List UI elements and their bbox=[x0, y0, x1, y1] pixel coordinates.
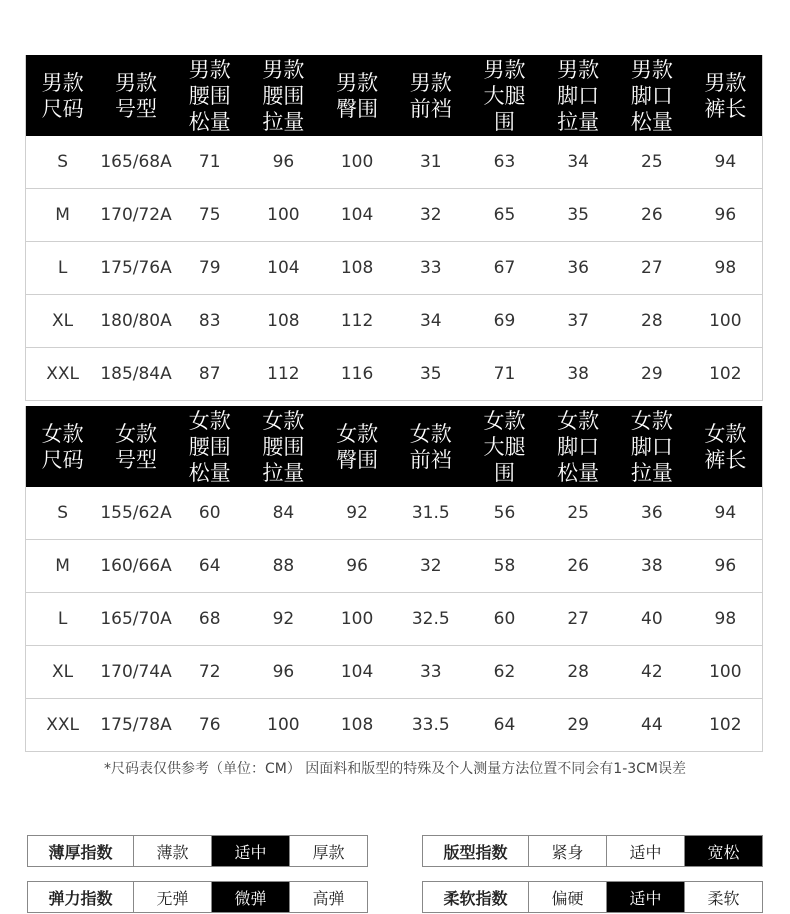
table-row bbox=[26, 540, 763, 593]
men-header-line: 裤长 bbox=[704, 96, 747, 121]
table-cell: 100 bbox=[340, 152, 374, 172]
table-cell: S bbox=[57, 503, 68, 523]
table-cell: 102 bbox=[689, 699, 763, 752]
table-row bbox=[26, 699, 763, 752]
men-header-line: 男款 bbox=[557, 57, 600, 82]
table-cell: 88 bbox=[247, 540, 321, 593]
women-size-table bbox=[25, 406, 763, 752]
men-header-line: 尺码 bbox=[41, 96, 84, 121]
table-cell: 27 bbox=[615, 242, 689, 295]
men-header-line: 围 bbox=[493, 109, 515, 134]
table-cell: 104 bbox=[320, 646, 394, 699]
index-option: 柔软 bbox=[684, 882, 762, 912]
table-cell: 72 bbox=[173, 646, 247, 699]
men-size-table bbox=[25, 55, 763, 401]
table-cell: 64 bbox=[173, 540, 247, 593]
table-cell: 98 bbox=[689, 242, 763, 295]
men-header-cell bbox=[689, 55, 763, 136]
table-cell: 100 bbox=[689, 295, 763, 348]
table-cell: 104 bbox=[247, 242, 321, 295]
men-header-cell bbox=[394, 55, 468, 136]
men-header-line: 腰围 bbox=[262, 83, 305, 108]
men-header-line: 臀围 bbox=[336, 96, 379, 121]
table-cell: XL bbox=[26, 646, 100, 699]
table-cell: 35 bbox=[541, 189, 615, 242]
women-header-cell bbox=[541, 406, 615, 487]
women-header-line: 女款 bbox=[336, 421, 379, 446]
table-cell: 116 bbox=[320, 348, 394, 401]
table-cell: 56 bbox=[493, 503, 516, 523]
men-header-line: 男款 bbox=[336, 70, 379, 95]
table-cell: 26 bbox=[541, 540, 615, 593]
table-cell: 165/70A bbox=[99, 593, 173, 646]
table-cell: 175/76A bbox=[99, 242, 173, 295]
table-cell: 104 bbox=[320, 189, 394, 242]
table-cell: 170/72A bbox=[99, 189, 173, 242]
table-cell: 38 bbox=[615, 540, 689, 593]
men-header-line: 男款 bbox=[188, 57, 231, 82]
women-header-line: 女款 bbox=[188, 408, 231, 433]
men-header-line: 松量 bbox=[188, 109, 231, 134]
table-cell: 96 bbox=[689, 189, 763, 242]
men-header-line: 男款 bbox=[115, 70, 158, 95]
men-header-cell bbox=[99, 55, 173, 136]
table-cell: 40 bbox=[615, 593, 689, 646]
table-cell: 83 bbox=[173, 295, 247, 348]
women-header-line: 拉量 bbox=[630, 460, 673, 485]
table-cell: S bbox=[57, 152, 68, 172]
women-header-line: 女款 bbox=[115, 421, 158, 446]
women-header-line: 女款 bbox=[630, 408, 673, 433]
table-row bbox=[26, 136, 763, 189]
women-header-line: 女款 bbox=[483, 408, 526, 433]
table-cell: L bbox=[26, 242, 100, 295]
table-cell: 62 bbox=[468, 646, 542, 699]
men-header-cell bbox=[247, 55, 321, 136]
table-cell: 71 bbox=[468, 348, 542, 401]
men-header-line: 大腿 bbox=[483, 83, 526, 108]
men-header-line: 男款 bbox=[41, 70, 84, 95]
index-option: 偏硬 bbox=[528, 882, 606, 912]
table-cell: 100 bbox=[689, 646, 763, 699]
index-option: 紧身 bbox=[528, 836, 606, 866]
table-cell: 42 bbox=[615, 646, 689, 699]
table-cell: 37 bbox=[541, 295, 615, 348]
table-cell: 96 bbox=[247, 646, 321, 699]
table-row bbox=[26, 295, 763, 348]
men-header-line: 前裆 bbox=[409, 96, 452, 121]
table-cell: 79 bbox=[173, 242, 247, 295]
table-cell: 60 bbox=[198, 503, 221, 523]
women-header-line: 女款 bbox=[704, 421, 747, 446]
women-header-cell bbox=[26, 406, 100, 487]
table-cell: XXL bbox=[26, 699, 100, 752]
index-row-elasticity bbox=[27, 881, 368, 913]
table-cell: 28 bbox=[615, 295, 689, 348]
men-header-line: 号型 bbox=[115, 96, 158, 121]
men-header-cell bbox=[26, 55, 100, 136]
table-cell: 31.5 bbox=[411, 503, 450, 523]
men-header-line: 男款 bbox=[483, 57, 526, 82]
table-cell: 36 bbox=[541, 242, 615, 295]
women-header-line: 臀围 bbox=[336, 447, 379, 472]
table-cell: 69 bbox=[468, 295, 542, 348]
women-header-cell bbox=[394, 406, 468, 487]
index-label: 薄厚指数 bbox=[48, 842, 113, 862]
table-cell: 33 bbox=[394, 242, 468, 295]
table-cell: 33 bbox=[394, 646, 468, 699]
index-option: 宽松 bbox=[684, 836, 762, 866]
table-cell: 87 bbox=[173, 348, 247, 401]
women-header-line: 松量 bbox=[557, 460, 600, 485]
index-row-thickness bbox=[27, 835, 368, 867]
table-cell: 98 bbox=[689, 593, 763, 646]
men-header-line: 男款 bbox=[409, 70, 452, 95]
table-cell: 92 bbox=[247, 593, 321, 646]
table-cell: 102 bbox=[689, 348, 763, 401]
women-header-line: 女款 bbox=[262, 408, 305, 433]
table-cell: 84 bbox=[272, 503, 295, 523]
table-cell: 75 bbox=[173, 189, 247, 242]
table-row bbox=[26, 348, 763, 401]
table-cell: 175/78A bbox=[99, 699, 173, 752]
table-cell: L bbox=[26, 593, 100, 646]
table-cell: 67 bbox=[468, 242, 542, 295]
table-cell: 35 bbox=[394, 348, 468, 401]
women-header-cell bbox=[247, 406, 321, 487]
men-header-line: 拉量 bbox=[262, 109, 305, 134]
women-header-line: 女款 bbox=[409, 421, 452, 446]
men-header-line: 男款 bbox=[704, 70, 747, 95]
index-option: 微弹 bbox=[211, 882, 289, 912]
table-cell: 155/62A bbox=[100, 503, 172, 523]
women-header-line: 女款 bbox=[41, 421, 84, 446]
table-cell: 100 bbox=[247, 699, 321, 752]
table-row bbox=[26, 646, 763, 699]
table-cell: 108 bbox=[320, 242, 394, 295]
index-option: 高弹 bbox=[289, 882, 367, 912]
table-cell: 71 bbox=[198, 152, 221, 172]
table-cell: 96 bbox=[689, 540, 763, 593]
women-header-cell bbox=[99, 406, 173, 487]
table-cell: 108 bbox=[320, 699, 394, 752]
men-header-line: 脚口 bbox=[630, 83, 673, 108]
women-header-line: 拉量 bbox=[262, 460, 305, 485]
table-cell: M bbox=[26, 189, 100, 242]
table-cell: XXL bbox=[26, 348, 100, 401]
index-option: 无弹 bbox=[133, 882, 211, 912]
women-header-line: 尺码 bbox=[41, 447, 84, 472]
table-cell: 108 bbox=[247, 295, 321, 348]
index-label: 柔软指数 bbox=[443, 888, 508, 908]
table-cell: M bbox=[26, 540, 100, 593]
table-cell: 29 bbox=[615, 348, 689, 401]
men-header-line: 男款 bbox=[262, 57, 305, 82]
table-cell: 32.5 bbox=[394, 593, 468, 646]
table-cell: 68 bbox=[173, 593, 247, 646]
index-option: 适中 bbox=[606, 882, 684, 912]
table-cell: 94 bbox=[714, 152, 737, 172]
women-header-cell bbox=[615, 406, 689, 487]
table-cell: 96 bbox=[272, 152, 295, 172]
table-cell: 33.5 bbox=[394, 699, 468, 752]
women-header-line: 腰围 bbox=[188, 434, 231, 459]
table-cell: 28 bbox=[541, 646, 615, 699]
women-header-line: 围 bbox=[493, 460, 515, 485]
men-header-row bbox=[26, 55, 763, 136]
table-cell: 25 bbox=[567, 503, 589, 523]
women-header-line: 号型 bbox=[115, 447, 158, 472]
men-header-line: 男款 bbox=[630, 57, 673, 82]
women-header-line: 脚口 bbox=[557, 434, 600, 459]
women-header-cell bbox=[173, 406, 247, 487]
table-cell: 34 bbox=[394, 295, 468, 348]
table-cell: 100 bbox=[320, 593, 394, 646]
table-cell: 165/68A bbox=[100, 152, 172, 172]
table-cell: 27 bbox=[541, 593, 615, 646]
men-header-cell bbox=[541, 55, 615, 136]
table-cell: 26 bbox=[615, 189, 689, 242]
index-label: 弹力指数 bbox=[48, 888, 113, 908]
women-header-line: 女款 bbox=[557, 408, 600, 433]
index-label: 版型指数 bbox=[443, 842, 508, 862]
table-cell: 25 bbox=[641, 152, 663, 172]
table-cell: XL bbox=[26, 295, 100, 348]
table-cell: 112 bbox=[247, 348, 321, 401]
table-cell: 29 bbox=[541, 699, 615, 752]
index-option: 厚款 bbox=[289, 836, 367, 866]
index-option: 适中 bbox=[606, 836, 684, 866]
men-header-cell bbox=[615, 55, 689, 136]
women-header-row bbox=[26, 406, 763, 487]
men-header-line: 拉量 bbox=[557, 109, 600, 134]
table-row bbox=[26, 189, 763, 242]
index-row-fit bbox=[422, 835, 763, 867]
women-header-line: 腰围 bbox=[262, 434, 305, 459]
men-header-line: 腰围 bbox=[188, 83, 231, 108]
table-cell: 44 bbox=[615, 699, 689, 752]
table-cell: 160/66A bbox=[99, 540, 173, 593]
women-header-line: 脚口 bbox=[630, 434, 673, 459]
table-cell: 58 bbox=[468, 540, 542, 593]
women-header-cell bbox=[689, 406, 763, 487]
table-cell: 34 bbox=[567, 152, 589, 172]
women-header-cell bbox=[468, 406, 542, 487]
table-row bbox=[26, 242, 763, 295]
table-cell: 112 bbox=[320, 295, 394, 348]
table-cell: 180/80A bbox=[99, 295, 173, 348]
index-option: 适中 bbox=[211, 836, 289, 866]
table-cell: 76 bbox=[173, 699, 247, 752]
index-row-softness bbox=[422, 881, 763, 913]
women-header-line: 前裆 bbox=[409, 447, 452, 472]
table-cell: 185/84A bbox=[99, 348, 173, 401]
table-cell: 60 bbox=[468, 593, 542, 646]
table-cell: 32 bbox=[394, 189, 468, 242]
table-cell: 100 bbox=[247, 189, 321, 242]
women-header-line: 大腿 bbox=[483, 434, 526, 459]
index-option: 薄款 bbox=[133, 836, 211, 866]
women-header-line: 松量 bbox=[188, 460, 231, 485]
men-header-line: 脚口 bbox=[557, 83, 600, 108]
size-note: *尺码表仅供参考（单位：CM） 因面料和版型的特殊及个人测量方法位置不同会有1-3CM误差 bbox=[103, 761, 687, 777]
table-cell: 32 bbox=[394, 540, 468, 593]
men-header-cell bbox=[468, 55, 542, 136]
table-row bbox=[26, 487, 763, 540]
men-header-cell bbox=[173, 55, 247, 136]
table-cell: 92 bbox=[346, 503, 368, 523]
women-header-cell bbox=[320, 406, 394, 487]
table-cell: 170/74A bbox=[99, 646, 173, 699]
women-header-line: 裤长 bbox=[704, 447, 747, 472]
table-cell: 65 bbox=[468, 189, 542, 242]
table-row bbox=[26, 593, 763, 646]
table-cell: 94 bbox=[714, 503, 737, 523]
table-cell: 64 bbox=[468, 699, 542, 752]
table-cell: 36 bbox=[641, 503, 663, 523]
men-header-line: 松量 bbox=[630, 109, 673, 134]
table-cell: 31 bbox=[419, 152, 442, 172]
table-cell: 38 bbox=[541, 348, 615, 401]
table-cell: 63 bbox=[493, 152, 516, 172]
table-cell: 96 bbox=[320, 540, 394, 593]
men-header-cell bbox=[320, 55, 394, 136]
